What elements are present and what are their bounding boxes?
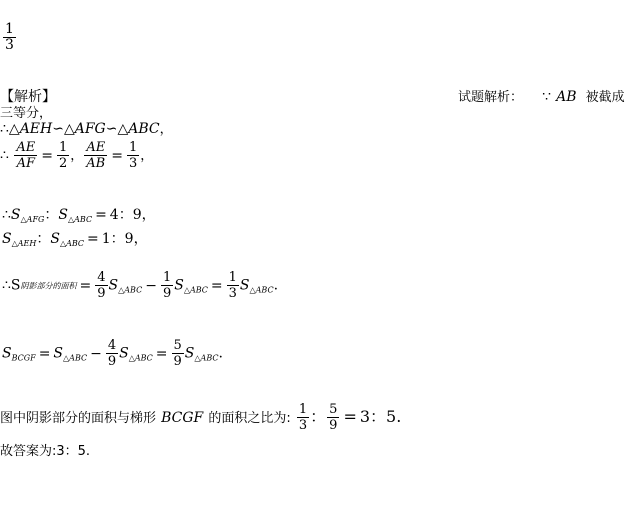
analysis-label: 【解析】 [0,89,56,105]
because-symbol: ∵ [542,89,552,105]
fraction-one-third: $\frac{1}{3}$ [128,140,138,171]
answer-denominator: 3 [5,37,14,53]
fraction-one-half: $\frac{1}{2}$ [59,140,68,171]
area-ratio-aeh-line: $S_{\triangle AEH}$：$S_{\triangle ABC} = 1$：9， [2,231,148,248]
intro-continued: 三等分， [0,106,53,121]
shaded-area-label: 阴影部分的面积 [20,281,77,291]
similar-triangles-line: ∴△AEH∽△AFG∽△ABC， [0,121,173,137]
intro-line [458,86,625,105]
trapezoid-name: BCGF [161,410,204,426]
intro-prefix: 试题解析： [458,90,524,105]
fraction-ae-ab: $\frac{AE}{AB}$ [86,140,106,171]
answer-numerator: 1 [5,21,14,37]
shaded-area-line: ∴S阴影部分的面积 = $\frac{4}{9}$ $S_{\triangle ABC}$ − $\frac{1}{9}$ $S_{\triangle ABC}$ = $\frac{1}{3}$ $S_{\triangle ABC}$. [2,270,279,301]
answer-fraction [2,22,17,53]
area-ratio-afg-line: $\therefore S_{\triangle AFG}$：$S_{\triangle ABC} = 4$：9， [2,207,156,224]
fraction-ae-af: $\frac{AE}{AF}$ [16,140,36,171]
final-answer: 故答案为:3：5. [0,444,91,459]
intro-suffix: 被截成 [585,90,625,105]
ratio-conclusion-line: 图中阴影部分的面积与梯形 BCGF 的面积之比为: $\frac{1}{3}$ ： $\frac{5}{9}$ = 3：5. [0,402,402,433]
ratio-line: ∴ $\frac{AE}{AF}$ = $\frac{1}{2}$ ， $\frac{AE}{AB}$ = $\frac{1}{3}$ ， [0,140,154,171]
segment-ab: AB [556,89,577,105]
trapezoid-area-line: $S_{BCGF} = S_{\triangle ABC}$ − $\frac{4}{9}$ $S_{\triangle ABC}$ = $\frac{5}{9}$ $S_{\triangle ABC}$. [2,338,223,369]
